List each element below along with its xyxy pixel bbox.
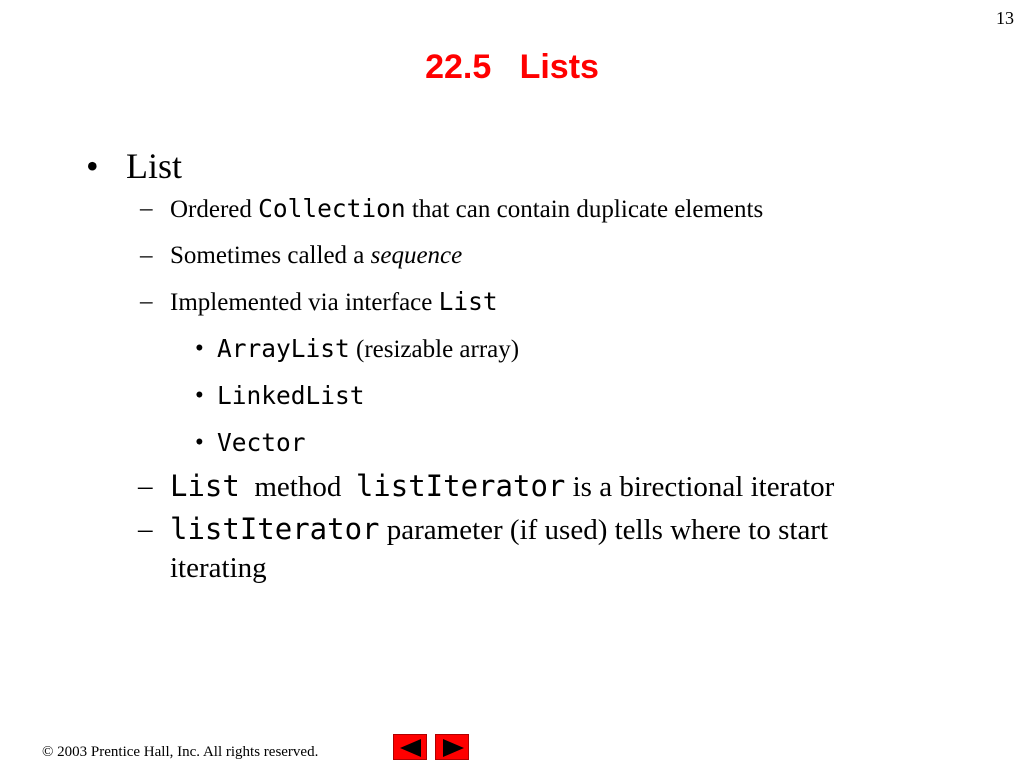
bullet-marker: • bbox=[195, 429, 204, 456]
text: Ordered bbox=[170, 196, 259, 223]
code-listiterator: listIterator bbox=[170, 512, 380, 546]
slide-content bbox=[0, 142, 1024, 591]
slide-title: 22.5 Lists bbox=[425, 48, 599, 86]
subbullet-listiterator-parameter bbox=[0, 510, 890, 587]
code-collection: Collection bbox=[258, 194, 406, 223]
left-triangle-icon bbox=[394, 735, 428, 761]
bullet-list bbox=[0, 142, 1024, 190]
code-list: List bbox=[438, 287, 498, 316]
text: (resizable array) bbox=[349, 336, 520, 363]
text: method bbox=[239, 471, 356, 503]
code-arraylist: ArrayList bbox=[217, 334, 350, 363]
emphasis-sequence: sequence bbox=[370, 242, 463, 269]
code-listiterator: listIterator bbox=[355, 469, 566, 503]
text: Sometimes called a bbox=[170, 242, 371, 269]
page-number: 13 bbox=[996, 8, 1014, 28]
previous-slide-button[interactable] bbox=[393, 734, 427, 760]
copyright-symbol: © bbox=[42, 744, 54, 760]
subsub-linkedlist bbox=[0, 381, 1024, 412]
text: is a birectional iterator bbox=[565, 471, 835, 503]
subbullet-sequence bbox=[0, 241, 890, 271]
bullet-marker: • bbox=[195, 382, 204, 409]
text: Implemented via interface bbox=[170, 289, 439, 316]
dash-marker: – bbox=[138, 470, 153, 502]
subbullet-implemented bbox=[0, 287, 890, 318]
bullet-marker: • bbox=[195, 335, 204, 362]
text: parameter (if used) tells where to start iterating bbox=[170, 514, 829, 584]
dash-marker: – bbox=[140, 195, 153, 222]
next-slide-button[interactable] bbox=[435, 734, 469, 760]
right-triangle-icon bbox=[436, 735, 470, 761]
subbullet-listiterator-method bbox=[0, 467, 890, 506]
footer-copyright bbox=[42, 744, 318, 761]
subsub-arraylist bbox=[0, 334, 1024, 365]
copyright-text: 2003 Prentice Hall, Inc. All rights reserved. bbox=[53, 744, 319, 760]
dash-marker: – bbox=[138, 513, 153, 545]
text: that can contain duplicate elements bbox=[405, 196, 764, 223]
dash-marker: – bbox=[140, 288, 153, 315]
code-linkedlist: LinkedList bbox=[217, 381, 365, 410]
bullet-text: List bbox=[126, 146, 183, 186]
dash-marker: – bbox=[140, 242, 153, 269]
code-list: List bbox=[170, 469, 240, 503]
subsub-vector bbox=[0, 428, 1024, 459]
bullet-marker: • bbox=[86, 146, 99, 186]
code-vector: Vector bbox=[217, 428, 306, 457]
subbullet-ordered-collection bbox=[0, 194, 890, 225]
